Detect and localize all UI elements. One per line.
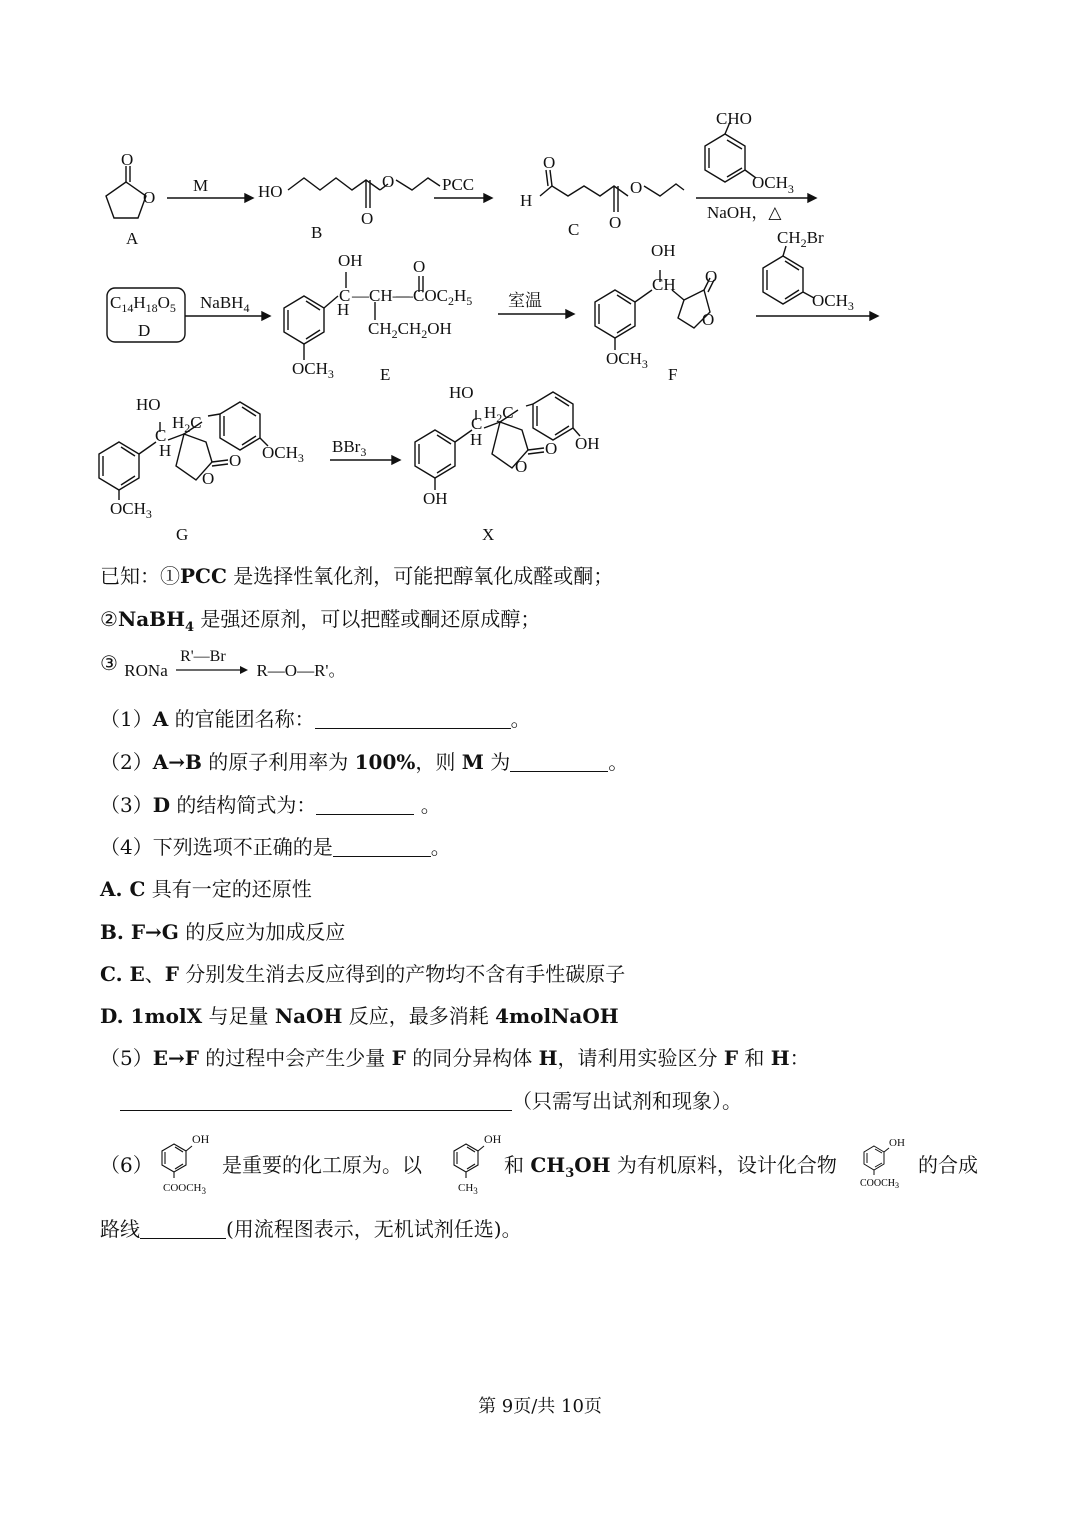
atom-e-chain: $CH_2CH_2OH$ bbox=[368, 319, 452, 341]
q1-answer-blank[interactable] bbox=[315, 708, 511, 729]
question-5-line2 bbox=[120, 1088, 742, 1114]
q4-text: （4）下列选项不正确的是 bbox=[100, 835, 333, 859]
atom-x-h2c: $H_2C$ bbox=[484, 403, 514, 425]
q2-ab: A→B bbox=[152, 750, 202, 774]
option-b bbox=[100, 919, 345, 945]
q3-num: （3） bbox=[100, 793, 153, 817]
reagent-bb-och3: $OCH_3$ bbox=[812, 291, 854, 313]
q6-mol-m-cresol bbox=[440, 1130, 504, 1196]
reagent-m: M bbox=[193, 176, 209, 195]
atom-b-o: O bbox=[382, 172, 395, 191]
question-6-text3 bbox=[918, 1152, 978, 1178]
q6-text1: 是重要的化工原为。以 bbox=[222, 1153, 422, 1177]
known-3-arrow-line bbox=[174, 652, 250, 678]
q6-ch: CH bbox=[530, 1153, 566, 1177]
known-line-3 bbox=[100, 647, 346, 686]
page-footer: 第 9页/共 10页 bbox=[478, 1396, 602, 1417]
known-1-text: 是选择性氧化剂，可能把醇氧化成醛或酮； bbox=[226, 564, 614, 588]
reagent-benzyl-bromide bbox=[763, 246, 814, 304]
label-a: A bbox=[126, 229, 139, 248]
q6-text3: 的合成 bbox=[918, 1153, 978, 1177]
q4-end: 。 bbox=[430, 835, 451, 859]
q6-mol2-oh: OH bbox=[484, 1132, 502, 1146]
opt-c-f: F bbox=[164, 962, 179, 986]
atom-c-carbonyl-o: O bbox=[609, 213, 622, 232]
q5-text1: 的过程中会产生少量 bbox=[198, 1046, 392, 1070]
d-formula: $C_{14}H_{18}O_5$ bbox=[110, 293, 176, 315]
reagent-och3: $OCH_3$ bbox=[752, 173, 794, 196]
opt-c-text: 分别发生消去反应得到的产物均不含有手性碳原子 bbox=[178, 962, 626, 986]
q3-answer-blank[interactable] bbox=[316, 794, 414, 815]
q6-mol-methyl-3-hydroxybenzoate bbox=[148, 1130, 228, 1196]
known-2-nabh: NaBH bbox=[117, 607, 185, 631]
reagent-pcc: PCC bbox=[442, 175, 475, 194]
opt-c-label: C. E bbox=[100, 962, 145, 986]
reagent-bbr3: BBr$_3$ bbox=[332, 437, 367, 459]
question-2 bbox=[100, 749, 628, 775]
label-b: B bbox=[311, 223, 323, 242]
q3-end: 。 bbox=[414, 793, 441, 817]
reagent-ch2br: $CH_2Br$ bbox=[777, 228, 824, 250]
q6-oh: OH bbox=[574, 1153, 611, 1177]
opt-b-text: 的反应为加成反应 bbox=[178, 920, 346, 944]
label-f: F bbox=[668, 365, 678, 384]
q1-end: 。 bbox=[510, 707, 531, 731]
question-4 bbox=[100, 834, 451, 860]
q6-mol3-cooch3: $COOCH_3$ bbox=[860, 1178, 900, 1190]
q2-num: （2） bbox=[100, 750, 153, 774]
q6-mol-target bbox=[852, 1134, 916, 1194]
q5-answer-blank[interactable] bbox=[120, 1090, 512, 1111]
q5-ef: E→F bbox=[152, 1046, 199, 1070]
question-6-text1 bbox=[222, 1152, 422, 1178]
question-6-text2 bbox=[504, 1152, 837, 1187]
reagent-nabh4: NaBH$_4$ bbox=[200, 293, 250, 315]
q5-num: （5） bbox=[100, 1046, 153, 1070]
atom-b-carbonyl-o: O bbox=[361, 209, 374, 228]
question-6-line2 bbox=[100, 1216, 522, 1242]
q5-hint: （只需写出试剂和现象）。 bbox=[512, 1089, 742, 1113]
atom-g-carbonyl-o: O bbox=[229, 451, 242, 470]
atom-g-c: C bbox=[155, 426, 167, 445]
atom-e-carbonyl-o: O bbox=[413, 257, 426, 276]
atom-c-o: O bbox=[630, 178, 643, 197]
q6-answer-blank[interactable] bbox=[140, 1218, 226, 1239]
label-e: E bbox=[380, 365, 391, 384]
q5-text4: 和 bbox=[738, 1046, 771, 1070]
question-6-num bbox=[100, 1152, 153, 1178]
molecule-b bbox=[288, 178, 440, 208]
q2-m: M bbox=[461, 750, 484, 774]
opt-b-label: B. F→G bbox=[100, 920, 179, 944]
q2-end: 。 bbox=[608, 750, 629, 774]
q6-mol1-cooch3: $COOCH_3$ bbox=[163, 1182, 207, 1196]
known-2-sub: 4 bbox=[184, 620, 195, 635]
reagent-room-temp: 室温 bbox=[508, 291, 542, 310]
atom-e-c: C bbox=[339, 286, 351, 305]
q5-f2: F bbox=[723, 1046, 739, 1070]
known-3-rona: RONa bbox=[124, 661, 168, 680]
known-3-reagent: R'—Br bbox=[180, 647, 226, 665]
opt-c-sep: 、 bbox=[144, 962, 165, 986]
opt-d-label: D. 1molX bbox=[100, 1004, 203, 1028]
opt-d-amount: 4molNaOH bbox=[495, 1004, 619, 1028]
q6-text2: 为有机原料，设计化合物 bbox=[610, 1153, 837, 1177]
atom-f-carbonyl-o: O bbox=[705, 267, 718, 286]
atom-x-oh-bottom: OH bbox=[423, 489, 448, 508]
known-3-arrow bbox=[174, 647, 250, 678]
atom-x-oh-right: OH bbox=[575, 434, 600, 453]
q5-f1: F bbox=[391, 1046, 406, 1070]
q6-mol2-ch3: $CH_3$ bbox=[458, 1182, 478, 1196]
question-1 bbox=[100, 706, 531, 732]
atom-c-h: H bbox=[520, 191, 533, 210]
q6-hint: (用流程图表示，无机试剂任选)。 bbox=[226, 1217, 522, 1241]
q1-num: （1） bbox=[100, 707, 153, 731]
q2-text2: ，则 bbox=[415, 750, 462, 774]
option-c bbox=[100, 961, 625, 987]
opt-d-text2: 反应，最多消耗 bbox=[342, 1004, 496, 1028]
q1-a: A bbox=[152, 707, 169, 731]
q3-text: 的结构简式为： bbox=[170, 793, 317, 817]
label-g: G bbox=[176, 525, 189, 544]
label-c: C bbox=[568, 220, 580, 239]
known-line-1 bbox=[100, 563, 613, 589]
atom-x-carbonyl-o: O bbox=[545, 439, 558, 458]
q6-mol3-oh: OH bbox=[889, 1137, 905, 1149]
atom-f-ring-o: O bbox=[702, 310, 715, 329]
atom-c-aldehyde-o: O bbox=[543, 153, 556, 172]
atom-e-och3: $OCH_3$ bbox=[292, 359, 334, 381]
q3-d: D bbox=[152, 793, 171, 817]
atom-x-c: C bbox=[471, 414, 483, 433]
known-2-text: 是强还原剂，可以把醛或酮还原成醇； bbox=[194, 607, 541, 631]
molecule-c bbox=[540, 170, 684, 212]
known-3-product: R—O—R'。 bbox=[256, 661, 346, 680]
molecule-a bbox=[106, 166, 146, 218]
atom-x-h: H bbox=[470, 430, 483, 449]
label-x: X bbox=[482, 525, 495, 544]
atom-a-carbonyl-o: O bbox=[121, 150, 134, 169]
q2-text3: 为 bbox=[483, 750, 511, 774]
q2-text: 的原子利用率为 bbox=[201, 750, 355, 774]
reagent-naoh-heat: NaOH，△ bbox=[707, 203, 782, 222]
opt-a-text: 具有一定的还原性 bbox=[145, 877, 312, 901]
known-line-2 bbox=[100, 606, 540, 641]
q6-and: 和 bbox=[504, 1153, 531, 1177]
label-d: D bbox=[138, 321, 151, 340]
atom-g-h2c: $H_2C$ bbox=[172, 413, 202, 435]
known-3-prefix: ③ bbox=[100, 651, 118, 675]
question-3 bbox=[100, 792, 441, 818]
q6-num: （6） bbox=[100, 1153, 153, 1177]
atom-g-ho: HO bbox=[136, 395, 161, 414]
atom-e-ester: $—COC_2H_5$ bbox=[396, 286, 473, 308]
atom-e-h: H bbox=[337, 300, 350, 319]
q4-answer-blank[interactable] bbox=[333, 836, 431, 857]
atom-e-oh: OH bbox=[338, 251, 363, 270]
question-5 bbox=[100, 1045, 810, 1071]
q6-mol1-oh: OH bbox=[192, 1132, 210, 1146]
reaction-scheme bbox=[0, 0, 1080, 560]
reagent-anisaldehyde bbox=[705, 122, 756, 182]
reagent-cho: CHO bbox=[716, 109, 752, 128]
atom-x-ho: HO bbox=[449, 383, 474, 402]
atom-e-ch: —CH— bbox=[352, 286, 410, 305]
atom-f-oh: OH bbox=[651, 241, 676, 260]
q5-text3: ，请利用实验区分 bbox=[557, 1046, 724, 1070]
atom-x-ring-o: O bbox=[515, 457, 528, 476]
q6-route: 路线 bbox=[100, 1217, 140, 1241]
atom-a-ring-o: O bbox=[143, 188, 156, 207]
opt-d-naoh: NaOH bbox=[274, 1004, 343, 1028]
known-1-pcc: PCC bbox=[180, 564, 227, 588]
atom-f-och3: $OCH_3$ bbox=[606, 349, 648, 371]
q5-h1: H bbox=[538, 1046, 558, 1070]
known-2-prefix: ② bbox=[100, 607, 118, 631]
q5-h2: H bbox=[770, 1046, 790, 1070]
q2-answer-blank[interactable] bbox=[510, 751, 608, 772]
opt-a-label: A. C bbox=[100, 877, 146, 901]
known-1-prefix: 已知：① bbox=[100, 564, 180, 588]
atom-f-ch: CH bbox=[652, 275, 676, 294]
atom-g-h: H bbox=[159, 441, 172, 460]
q5-colon: ： bbox=[789, 1046, 810, 1070]
q2-percent: 100% bbox=[354, 750, 416, 774]
q5-text2: 的同分异构体 bbox=[405, 1046, 539, 1070]
atom-g-ring-o: O bbox=[202, 469, 215, 488]
atom-g-och3-right: $OCH_3$ bbox=[262, 443, 304, 465]
atom-g-och3-bottom: $OCH_3$ bbox=[110, 499, 152, 521]
atom-b-ho: HO bbox=[258, 182, 283, 201]
opt-d-text1: 与足量 bbox=[202, 1004, 275, 1028]
q6-ch-sub: 3 bbox=[565, 1166, 575, 1181]
option-a bbox=[100, 876, 312, 902]
option-d bbox=[100, 1003, 619, 1029]
q1-text: 的官能团名称： bbox=[168, 707, 315, 731]
